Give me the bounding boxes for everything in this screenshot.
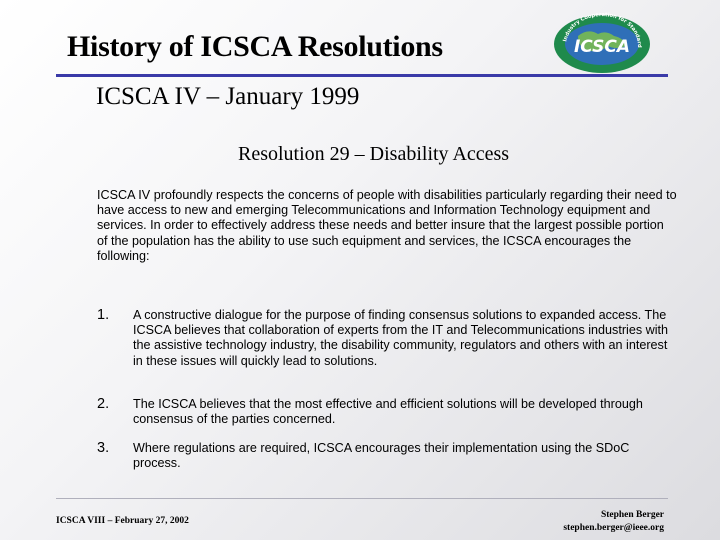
footer-event-date: ICSCA VIII – February 27, 2002	[56, 516, 189, 526]
footer-author-block	[563, 509, 664, 535]
list-item	[97, 397, 677, 427]
slide-subtitle: ICSCA IV – January 1999	[96, 83, 360, 110]
logo-acronym: ICSCA	[573, 37, 631, 57]
footer-divider	[56, 498, 668, 499]
list-item-number: 1.	[97, 307, 110, 323]
list-item-number: 2.	[97, 396, 110, 412]
title-divider	[56, 74, 668, 77]
logo-ring-text: Industry Cooperation for Standard	[562, 11, 643, 48]
footer-email: stephen.berger@ieee.org	[563, 523, 664, 533]
footer-author: Stephen Berger	[600, 510, 664, 520]
list-item-text: Where regulations are required, ICSCA encourages their implementation using the SDoC process.	[133, 441, 630, 471]
list-item-text: The ICSCA believes that the most effective and efficient solutions will be developed through consensus of the parties concerned.	[133, 397, 643, 427]
resolution-title: Resolution 29 – Disability Access	[238, 143, 510, 165]
list-item	[97, 308, 677, 369]
slide-title: History of ICSCA Resolutions	[67, 30, 443, 63]
resolution-intro: ICSCA IV profoundly respects the concerns of people with disabilities particularly regarding their need to have access to new and emerging Telecommunications and Information Technology equipment and services. In order to effectively address these needs and better insure that the largest possible portion of the population has the ability to use such equipment and services, the ICSCA encourages the following:	[97, 188, 677, 263]
icsca-logo	[548, 6, 656, 74]
list-item-number: 3.	[97, 440, 110, 456]
list-item	[97, 441, 677, 471]
list-item-text: A constructive dialogue for the purpose of finding consensus solutions to expanded access. The ICSCA believes that collaboration of experts from the IT and Telecommunications industries with the assistive technology industry, the disability community, regulators and others with an interest in these issues will quickly lead to solutions.	[133, 308, 669, 368]
